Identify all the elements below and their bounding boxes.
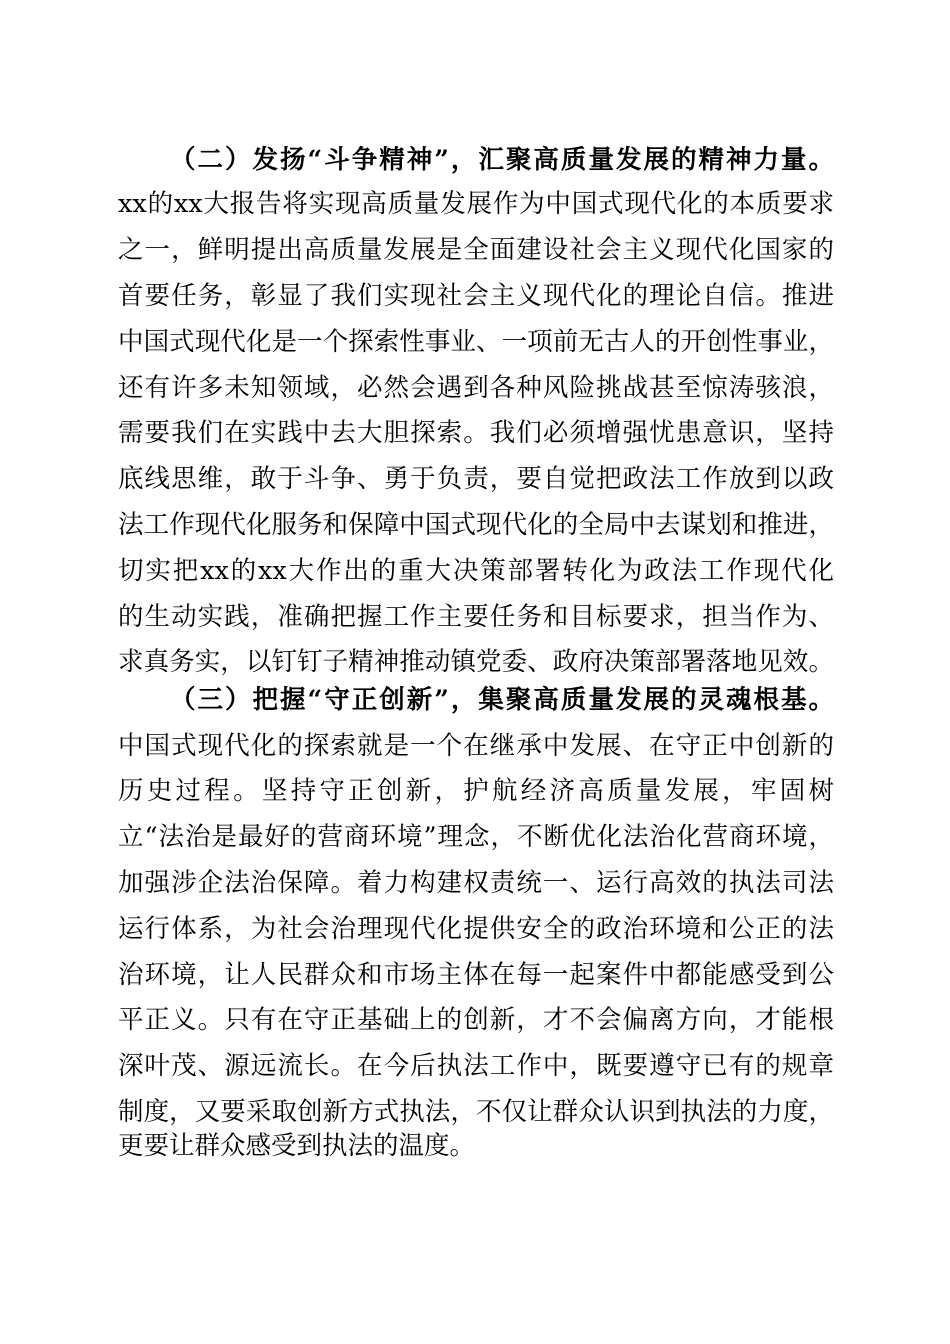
paragraph-line: 切实把xx的xx大作出的重大决策部署转化为政法工作现代化 — [118, 556, 834, 586]
paragraph-line: 首要任务，彰显了我们实现社会主义现代化的理论自信。推进 — [118, 281, 834, 311]
paragraph-line: 中国式现代化是一个探索性事业、一项前无古人的开创性事业， — [118, 327, 834, 357]
paragraph-line: 深叶茂、源远流长。在今后执法工作中，既要遵守已有的规章 — [118, 1051, 834, 1081]
paragraph-line-last: 更要让群众感受到执法的温度。 — [118, 1131, 476, 1161]
paragraph-line: 制度，又要采取创新方式执法，不仅让群众认识到执法的力度， — [118, 1097, 834, 1127]
paragraph-line: 立“法治是最好的营商环境”理念，不断优化法治化营商环境， — [118, 822, 834, 852]
paragraph-line: 需要我们在实践中去大胆探索。我们必须增强忧患意识，坚持 — [118, 418, 834, 448]
paragraph-line: 中国式现代化的探索就是一个在继承中发展、在守正中创新的 — [118, 731, 834, 761]
paragraph-line: 治环境，让人民群众和市场主体在每一起案件中都能感受到公 — [118, 960, 834, 990]
paragraph-line: 加强涉企法治保障。着力构建权责统一、运行高效的执法司法 — [118, 868, 834, 898]
paragraph-line: 底线思维，敢于斗争、勇于负责，要自觉把政法工作放到以政 — [118, 464, 834, 494]
paragraph-line: 平正义。只有在守正基础上的创新，才不会偏离方向，才能根 — [118, 1005, 834, 1035]
section-heading-3: （三）把握“守正创新”，集聚高质量发展的灵魂根基。 — [170, 685, 834, 715]
paragraph-line: 运行体系，为社会治理现代化提供安全的政治环境和公正的法 — [118, 914, 834, 944]
paragraph-line: 还有许多未知领域，必然会遇到各种风险挑战甚至惊涛骇浪， — [118, 373, 834, 403]
section-heading-2: （二）发扬“斗争精神”，汇聚高质量发展的精神力量。 — [170, 145, 834, 175]
paragraph-line: 历史过程。坚持守正创新，护航经济高质量发展，牢固树 — [118, 776, 834, 806]
paragraph-line: 之一，鲜明提出高质量发展是全面建设社会主义现代化国家的 — [118, 235, 834, 265]
paragraph-line: 的生动实践，准确把握工作主要任务和目标要求，担当作为、 — [118, 602, 834, 632]
paragraph-line: 求真务实，以钉钉子精神推动镇党委、政府决策部署落地见效。 — [118, 647, 834, 677]
paragraph-line: 法工作现代化服务和保障中国式现代化的全局中去谋划和推进， — [118, 510, 834, 540]
paragraph-line: xx的xx大报告将实现高质量发展作为中国式现代化的本质要求 — [118, 189, 834, 219]
